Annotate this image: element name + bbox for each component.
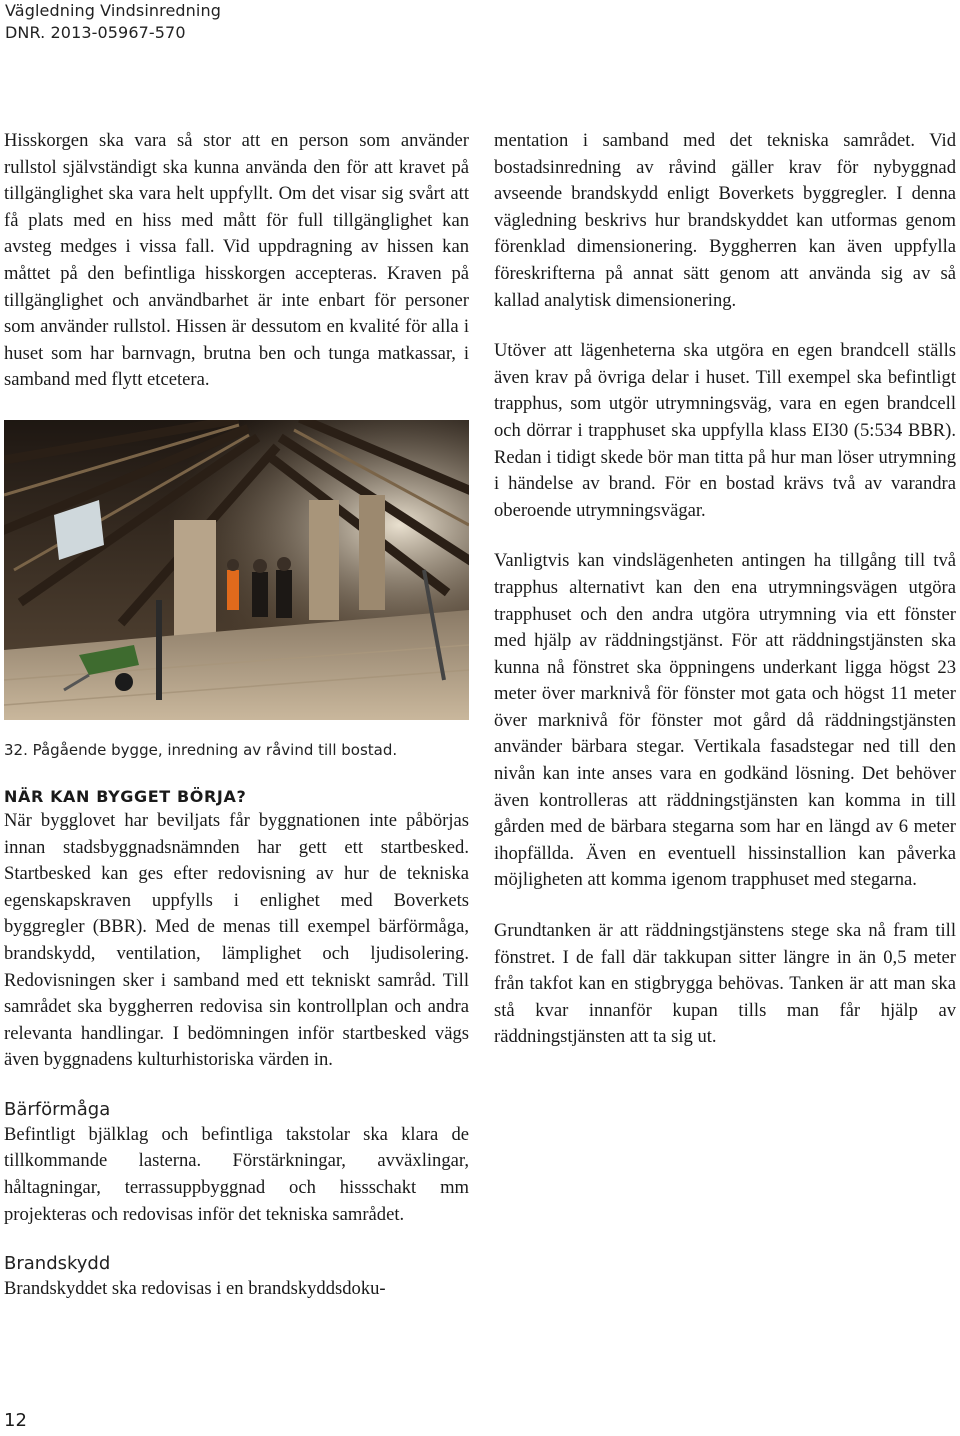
attic-construction-photo	[4, 420, 469, 720]
paragraph-brandcell: Utöver att lägenheterna ska utgöra en egen brandcell ställs även krav på övriga delar i huset. Till exempel ska befintligt trapphus, som utgör utrymningsväg, vara en egen brandcell och dörrar i trapphuset ska uppfylla klass EI30 (5:534 BBR). Redan i tidigt skede bör man titta på hur man löser utrymning i händelse av brand. För en bostad krävs två av varandra oberoende utrymningsvägar.	[494, 340, 956, 521]
right-column	[494, 128, 956, 1051]
photo-caption: 32. Pågående bygge, inredning av råvind till bostad.	[4, 740, 398, 759]
left-column	[4, 128, 469, 1303]
paragraph-elevator: Hisskorgen ska vara så stor att en person som använder rullstol självständigt ska kunna använda den för att kravet på tillgänglighet ska vara helt uppfyllt. Om det visar sig svårt att få plats med en hiss med mått för full tillgänglighet kan avsteg medges i vissa fall. Vid uppdragning av hissen kan måttet på den befintliga hisskorgen accepteras. Kraven på tillgänglighet och användbarhet är inte enbart för personer som använder rullstol. Hissen är dessutom en kvalité för alla i huset som har barnvagn, brutna ben och tunga matkassar, i samband med flytt etcetera.	[4, 130, 469, 391]
subheading-brandskydd: Brandskydd	[4, 1253, 111, 1275]
paragraph-barformaga: Befintligt bjälklag och befintliga takstolar ska klara de tillkommande lasterna. Förstärkningar, avväxlingar, håltagningar, terrassuppbyggnad och hissschakt mm projekteras och redovisas inför det tekniska samrådet.	[4, 1123, 469, 1225]
section-heading: NÄR KAN BYGGET BÖRJA?	[4, 786, 247, 806]
page-number: 12	[4, 1410, 27, 1431]
subheading-barformaga: Bärförmåga	[4, 1098, 111, 1120]
paragraph-brandskydd: Brandskyddet ska redovisas i en brandskyddsdoku-	[4, 1278, 386, 1300]
document-dnr: DNR. 2013-05967-570	[5, 23, 186, 42]
document-title: Vägledning Vindsinredning	[5, 1, 221, 20]
paragraph-stege: Grundtanken är att räddningstjänstens stege ska nå fram till fönstret. I de fall där takkupan sitter längre in än 0,5 meter från takfot kan en stigbrygga behövas. Tanken är att man ska stå kvar innanför kupan tills man får hjälp av räddningstjänsten att ta sig ut.	[494, 920, 956, 1048]
paragraph-startbesked: När bygglovet har beviljats får byggnationen inte påbörjas innan stadsbyggnadsnämnden har gett ett startbesked. Startbesked kan ges efter redovisning av hur de tekniska egenskapskraven uppfylls i enlighet med Boverkets byggregler (BBR). Med de menas till exempel bärförmåga, brandskydd, ventilation, lämplighet och ljudisolering. Redovisningen sker i samband med ett tekniskt samråd. Till samrådet ska byggherren redovisa sin kontrollplan och andra relevanta handlingar. I bedömningen inför startbesked vägs även byggnadens kulturhistoriska värden in.	[4, 809, 469, 1071]
paragraph-utrymning: Vanligtvis kan vindslägenheten antingen ha tillgång till två trapphus alternativt kan den ena utrymningsvägen utgöra trapphuset och den andra utgöra utrymning via ett fönster med hjälp av räddningstjänst. För att räddningstjänsten ska kunna nå fönstret ska öppningens underkant ligga högst 23 meter över marknivå för fönster mot gata och högst 11 meter över marknivå för fönster mot gård då räddningstjänsten använder bärbara stegar. Vertikala fasadstegar ned till den nivån kan inte anses vara en godkänd lösning. Det behöver även kontrolleras att räddningstjänsten kan komma in till gården med de bärbara stegarna som har en längd av 6 meter ihopfällda. Även en eventuell hissinstallion kan påverka möjligheten att komma igenom trapphuset med stegarna.	[494, 550, 956, 891]
page-header	[5, 0, 605, 44]
attic-photo-illustration	[4, 420, 469, 720]
paragraph-brandskydd-continued: mentation i samband med det tekniska samrådet. Vid bostadsinredning av råvind gäller krav för nybyggnad avseende brandskydd enligt Boverkets byggregler. I denna vägledning beskrivs hur brandskyddet kan utformas genom förenklad dimensionering. Byggherren kan även uppfylla föreskrifterna på annat sätt genom att använda sig av så kallad analytisk dimensionering.	[494, 130, 956, 311]
